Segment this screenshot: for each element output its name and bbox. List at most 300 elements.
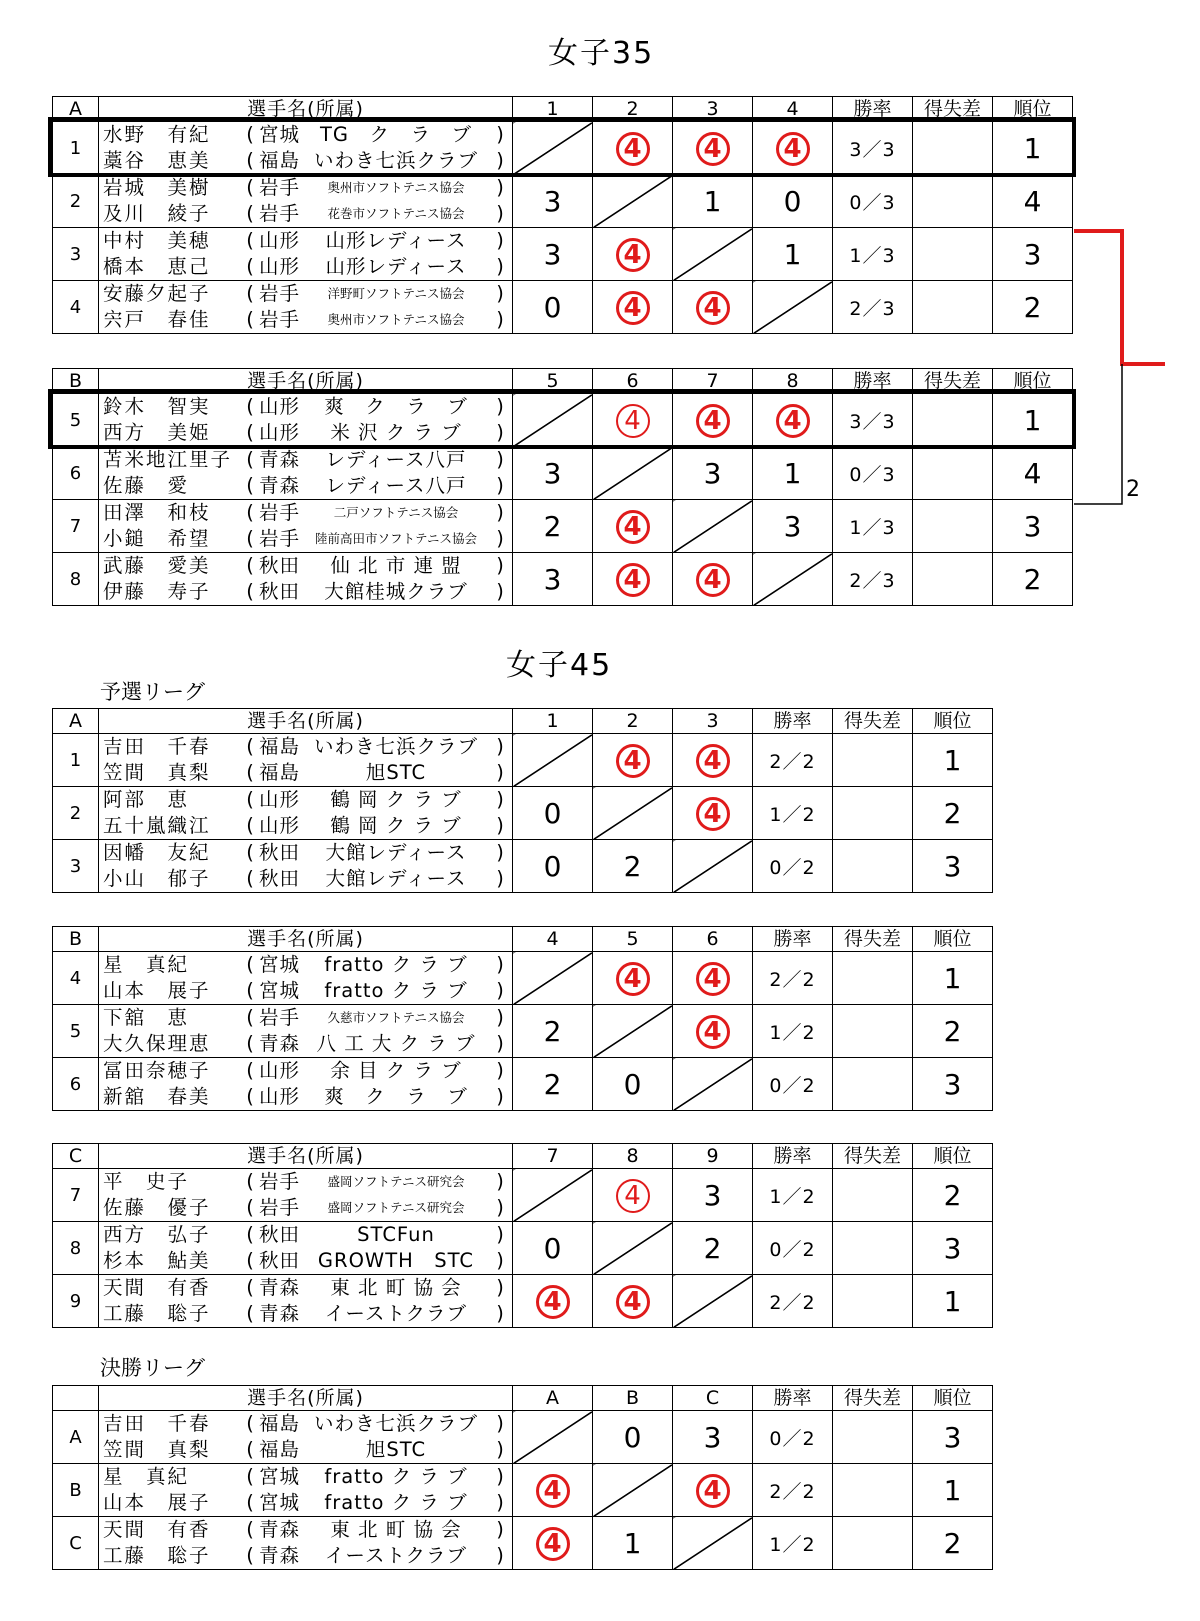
club-name: 旭STC	[365, 761, 427, 784]
opponent-column-header: 2	[593, 97, 673, 122]
opponent-column-header: 1	[513, 709, 593, 734]
opponent-column-header: 1	[513, 97, 593, 122]
women45-title: 女子45	[506, 648, 613, 683]
score-cell: 3	[673, 1411, 753, 1464]
win-rate: 2／2	[753, 952, 833, 1005]
paren-open: (	[246, 1170, 254, 1193]
pair-number: 6	[53, 447, 99, 500]
paren-close: )	[496, 421, 504, 444]
player-name: 平 史子	[103, 1170, 190, 1193]
paren-open: (	[246, 841, 254, 864]
paren-close: )	[496, 979, 504, 1002]
opponent-column-header: 8	[753, 369, 833, 394]
pair-number: 4	[53, 281, 99, 334]
rank-header: 順位	[913, 1386, 993, 1411]
paren-open: (	[246, 149, 254, 172]
win-score-circled: 4	[616, 291, 650, 325]
club-name: 洋野町ソフトテニス協会	[327, 286, 465, 301]
player-name: 笠間 真梨	[103, 1438, 211, 1461]
rate-header: 勝率	[753, 927, 833, 952]
pair-number: 5	[53, 394, 99, 447]
pair-number: 7	[53, 500, 99, 553]
club-name: 仙 北 市 連 盟	[330, 554, 462, 577]
club-name: STCFun	[357, 1223, 435, 1246]
paren-open: (	[246, 1249, 254, 1272]
paren-open: (	[246, 953, 254, 976]
win-rate: 3／3	[833, 122, 913, 175]
score-cell: 3	[513, 228, 593, 281]
player-name: 阿部 恵	[103, 788, 190, 811]
rank: 2	[993, 281, 1073, 334]
paren-close: )	[496, 1412, 504, 1435]
club-name: 大館レディース	[325, 867, 467, 890]
club-name: いわき七浜クラブ	[313, 735, 478, 758]
win-rate: 2／2	[753, 1464, 833, 1517]
player-name: 岩城 美樹	[103, 176, 211, 199]
player-name: 工藤 聡子	[103, 1544, 211, 1567]
paren-open: (	[246, 527, 254, 550]
prefecture: 福島	[259, 1412, 301, 1435]
win-rate: 0／2	[753, 840, 833, 893]
pair-number: 4	[53, 952, 99, 1005]
paren-open: (	[246, 501, 254, 524]
player-name: 工藤 聡子	[103, 1302, 211, 1325]
paren-open: (	[246, 1491, 254, 1514]
score-cell: 3	[673, 1169, 753, 1222]
prefecture: 宮城	[259, 1465, 301, 1488]
paren-close: )	[496, 1249, 504, 1272]
club-name: 東 北 町 協 会	[330, 1518, 462, 1541]
club-name: 盛岡ソフトテニス研究会	[327, 1200, 465, 1215]
win-score-circled: 4	[616, 404, 650, 438]
score-cell: 3	[673, 447, 753, 500]
rank: 2	[993, 553, 1073, 606]
win-score-circled: 4	[616, 962, 650, 996]
pair-number: 5	[53, 1005, 99, 1058]
win-rate: 2／3	[833, 553, 913, 606]
club-name: fratto ク ラ ブ	[324, 953, 468, 976]
opponent-column-header: 8	[593, 1144, 673, 1169]
prefecture: 宮城	[259, 123, 301, 146]
player-name: 山本 展子	[103, 1491, 211, 1514]
win-score-circled: 4	[696, 132, 730, 166]
club-name: 大館レディース	[325, 841, 467, 864]
paren-open: (	[246, 1412, 254, 1435]
pair-number: 8	[53, 553, 99, 606]
player-name: 星 真紀	[103, 1465, 190, 1488]
group-label: B	[53, 369, 99, 394]
club-name: GROWTH STC	[317, 1249, 475, 1272]
final-league-label: 決勝リーグ	[100, 1356, 205, 1380]
player-name: 星 真紀	[103, 953, 190, 976]
rank: 1	[993, 394, 1073, 447]
prefecture: 秋田	[259, 841, 301, 864]
club-name: いわき七浜クラブ	[313, 1412, 478, 1435]
prefecture: 岩手	[259, 202, 301, 225]
player-name: 大久保理恵	[103, 1032, 211, 1055]
paren-close: )	[496, 1518, 504, 1541]
club-name: 陸前高田市ソフトテニス協会	[314, 531, 477, 546]
score-cell: 1	[673, 175, 753, 228]
opponent-column-header: 6	[593, 369, 673, 394]
paren-close: )	[496, 841, 504, 864]
win-score-circled: 4	[696, 1474, 730, 1508]
group-label: A	[53, 709, 99, 734]
player-name: 冨田奈穂子	[103, 1059, 211, 1082]
paren-close: )	[496, 814, 504, 837]
club-name: いわき七浜クラブ	[313, 149, 478, 172]
paren-open: (	[246, 421, 254, 444]
prefecture: 福島	[259, 149, 301, 172]
paren-open: (	[246, 448, 254, 471]
paren-open: (	[246, 474, 254, 497]
paren-close: )	[496, 282, 504, 305]
rank: 1	[913, 952, 993, 1005]
paren-close: )	[496, 1302, 504, 1325]
score-cell: 2	[513, 1005, 593, 1058]
rank: 3	[913, 1222, 993, 1275]
name-header: 選手名(所属)	[99, 369, 513, 394]
paren-close: )	[496, 527, 504, 550]
paren-close: )	[496, 474, 504, 497]
opponent-column-header: 3	[673, 97, 753, 122]
bracket-label: 2	[1126, 477, 1140, 502]
club-name: fratto ク ラ ブ	[324, 1491, 468, 1514]
opponent-column-header: A	[513, 1386, 593, 1411]
pair-number: 2	[53, 175, 99, 228]
player-name: 橋本 恵己	[103, 255, 211, 278]
prefecture: 秋田	[259, 1249, 301, 1272]
score-cell: 1	[593, 1517, 673, 1570]
win-score-circled: 4	[776, 404, 810, 438]
player-name: 天間 有香	[103, 1276, 211, 1299]
score-cell: 0	[513, 840, 593, 893]
pair-number: 2	[53, 787, 99, 840]
player-name: 中村 美穂	[103, 229, 211, 252]
player-name: 田澤 和枝	[103, 501, 211, 524]
pair-number: 8	[53, 1222, 99, 1275]
paren-open: (	[246, 202, 254, 225]
win-score-circled: 4	[536, 1285, 570, 1319]
pair-number: 7	[53, 1169, 99, 1222]
pair-number: 1	[53, 734, 99, 787]
paren-close: )	[496, 1032, 504, 1055]
name-header: 選手名(所属)	[99, 927, 513, 952]
rank: 3	[913, 840, 993, 893]
win-rate: 1／2	[753, 1169, 833, 1222]
club-name: 奥州市ソフトテニス協会	[327, 180, 465, 195]
prefecture: 秋田	[259, 554, 301, 577]
prefecture: 山形	[259, 255, 301, 278]
win-score-circled: 4	[696, 563, 730, 597]
win-score-circled: 4	[696, 404, 730, 438]
paren-close: )	[496, 867, 504, 890]
paren-close: )	[496, 1085, 504, 1108]
win-rate: 1／3	[833, 500, 913, 553]
pair-number: 6	[53, 1058, 99, 1111]
club-name: イーストクラブ	[324, 1302, 468, 1325]
paren-open: (	[246, 1196, 254, 1219]
win-rate: 0／3	[833, 447, 913, 500]
paren-close: )	[496, 1491, 504, 1514]
prefecture: 青森	[259, 1518, 301, 1541]
opponent-column-header: 9	[673, 1144, 753, 1169]
player-name: 五十嵐織江	[103, 814, 211, 837]
paren-open: (	[246, 123, 254, 146]
paren-close: )	[496, 448, 504, 471]
score-cell: 0	[513, 281, 593, 334]
club-name: 奥州市ソフトテニス協会	[327, 312, 465, 327]
prefecture: 山形	[259, 229, 301, 252]
player-name: 小鎚 希望	[103, 527, 211, 550]
player-name: 笠間 真梨	[103, 761, 211, 784]
name-header: 選手名(所属)	[99, 97, 513, 122]
diff-header: 得失差	[833, 1386, 913, 1411]
club-name: TG ク ラ ブ	[319, 123, 473, 146]
rank: 2	[913, 1517, 993, 1570]
paren-close: )	[496, 1438, 504, 1461]
rank: 3	[993, 500, 1073, 553]
prefecture: 秋田	[259, 580, 301, 603]
pair-number: 1	[53, 122, 99, 175]
prefecture: 岩手	[259, 527, 301, 550]
paren-open: (	[246, 1544, 254, 1567]
player-name: 安藤夕起子	[103, 282, 211, 305]
prefecture: 青森	[259, 1276, 301, 1299]
paren-close: )	[496, 735, 504, 758]
paren-open: (	[246, 761, 254, 784]
rank: 2	[913, 1169, 993, 1222]
group-label: C	[53, 1144, 99, 1169]
score-cell: 2	[593, 840, 673, 893]
paren-close: )	[496, 953, 504, 976]
player-name: 因幡 友紀	[103, 841, 211, 864]
rank: 3	[913, 1411, 993, 1464]
player-name: 杉本 鮎美	[103, 1249, 211, 1272]
win-rate: 2／2	[753, 734, 833, 787]
paren-open: (	[246, 1438, 254, 1461]
prefecture: 山形	[259, 1059, 301, 1082]
rank: 4	[993, 175, 1073, 228]
prefecture: 岩手	[259, 308, 301, 331]
player-name: 水野 有紀	[103, 123, 211, 146]
paren-open: (	[246, 282, 254, 305]
paren-open: (	[246, 1302, 254, 1325]
prefecture: 青森	[259, 448, 301, 471]
paren-open: (	[246, 395, 254, 418]
rank: 3	[993, 228, 1073, 281]
prefecture: 宮城	[259, 1491, 301, 1514]
prelim-league-label: 予選リーグ	[100, 680, 205, 704]
player-name: 武藤 愛美	[103, 554, 211, 577]
club-name: 米 沢 ク ラ ブ	[330, 421, 462, 444]
paren-close: )	[496, 1223, 504, 1246]
player-name: 西方 弘子	[103, 1223, 211, 1246]
club-name: fratto ク ラ ブ	[324, 1465, 468, 1488]
club-name: 爽 ク ラ ブ	[324, 1085, 468, 1108]
bracket-winner-line	[1074, 231, 1165, 364]
prefecture: 青森	[259, 1544, 301, 1567]
prefecture: 福島	[259, 735, 301, 758]
opponent-column-header: C	[673, 1386, 753, 1411]
win-rate: 2／3	[833, 281, 913, 334]
paren-open: (	[246, 979, 254, 1002]
rank: 1	[913, 734, 993, 787]
score-cell: 3	[753, 500, 833, 553]
prefecture: 秋田	[259, 1223, 301, 1246]
paren-open: (	[246, 308, 254, 331]
prefecture: 山形	[259, 788, 301, 811]
paren-close: )	[496, 580, 504, 603]
score-cell: 2	[513, 500, 593, 553]
club-name: 東 北 町 協 会	[330, 1276, 462, 1299]
group-label: A	[53, 97, 99, 122]
rank-header: 順位	[913, 927, 993, 952]
women35-title: 女子35	[548, 36, 655, 71]
opponent-column-header: 5	[513, 369, 593, 394]
paren-close: )	[496, 1006, 504, 1029]
pair-number: C	[53, 1517, 99, 1570]
player-name: 山本 展子	[103, 979, 211, 1002]
rank: 1	[913, 1275, 993, 1328]
paren-close: )	[496, 229, 504, 252]
club-name: 大館桂城クラブ	[324, 580, 468, 603]
club-name: 二戸ソフトテニス協会	[333, 505, 459, 520]
club-name: 山形レディース	[325, 255, 467, 278]
club-name: 爽 ク ラ ブ	[324, 395, 468, 418]
prefecture: 青森	[259, 474, 301, 497]
score-cell: 3	[513, 175, 593, 228]
player-name: 吉田 千春	[103, 1412, 211, 1435]
win-rate: 1／2	[753, 787, 833, 840]
club-name: 山形レディース	[325, 229, 467, 252]
win-rate: 0／2	[753, 1222, 833, 1275]
player-name: 佐藤 優子	[103, 1196, 211, 1219]
prefecture: 青森	[259, 1302, 301, 1325]
prefecture: 岩手	[259, 501, 301, 524]
opponent-column-header: 4	[513, 927, 593, 952]
rank-header: 順位	[913, 1144, 993, 1169]
score-cell: 0	[593, 1058, 673, 1111]
rank: 1	[993, 122, 1073, 175]
bracket-runnerup-line	[1074, 364, 1122, 504]
score-cell: 3	[513, 553, 593, 606]
opponent-column-header: 2	[593, 709, 673, 734]
prefecture: 宮城	[259, 953, 301, 976]
prefecture: 山形	[259, 814, 301, 837]
paren-close: )	[496, 1465, 504, 1488]
paren-close: )	[496, 1170, 504, 1193]
prefecture: 山形	[259, 421, 301, 444]
win-score-circled: 4	[616, 563, 650, 597]
club-name: 久慈市ソフトテニス協会	[327, 1010, 465, 1025]
opponent-column-header: 7	[513, 1144, 593, 1169]
rank: 2	[913, 1005, 993, 1058]
paren-open: (	[246, 176, 254, 199]
score-cell: 0	[753, 175, 833, 228]
win-rate: 1／2	[753, 1005, 833, 1058]
win-score-circled: 4	[536, 1527, 570, 1561]
rank-header: 順位	[913, 709, 993, 734]
diff-header: 得失差	[833, 1144, 913, 1169]
score-cell: 0	[593, 1411, 673, 1464]
club-name: 鶴 岡 ク ラ ブ	[330, 788, 462, 811]
player-name: 鈴木 智実	[103, 395, 211, 418]
diff-header: 得失差	[913, 97, 993, 122]
prefecture: 福島	[259, 1438, 301, 1461]
paren-open: (	[246, 1032, 254, 1055]
prefecture: 秋田	[259, 867, 301, 890]
rank: 3	[913, 1058, 993, 1111]
club-name: 盛岡ソフトテニス研究会	[327, 1174, 465, 1189]
name-header: 選手名(所属)	[99, 709, 513, 734]
name-header: 選手名(所属)	[99, 1144, 513, 1169]
rank: 4	[993, 447, 1073, 500]
club-name: 鶴 岡 ク ラ ブ	[330, 814, 462, 837]
paren-open: (	[246, 554, 254, 577]
diff-header: 得失差	[833, 927, 913, 952]
name-header: 選手名(所属)	[99, 1386, 513, 1411]
rank: 2	[913, 787, 993, 840]
paren-close: )	[496, 395, 504, 418]
win-rate: 1／3	[833, 228, 913, 281]
rank: 1	[913, 1464, 993, 1517]
win-rate: 3／3	[833, 394, 913, 447]
club-name: 八 工 大 ク ラ ブ	[316, 1032, 476, 1055]
paren-open: (	[246, 1223, 254, 1246]
score-cell: 0	[513, 1222, 593, 1275]
player-name: 及川 綾子	[103, 202, 211, 225]
opponent-column-header: B	[593, 1386, 673, 1411]
rate-header: 勝率	[753, 709, 833, 734]
paren-close: )	[496, 123, 504, 146]
player-name: 苫米地江里子	[103, 448, 233, 471]
player-name: 西方 美姫	[103, 421, 211, 444]
paren-close: )	[496, 308, 504, 331]
prefecture: 山形	[259, 395, 301, 418]
win-rate: 0／3	[833, 175, 913, 228]
paren-close: )	[496, 501, 504, 524]
club-name: fratto ク ラ ブ	[324, 979, 468, 1002]
prefecture: 宮城	[259, 979, 301, 1002]
win-score-circled: 4	[616, 744, 650, 778]
rate-header: 勝率	[753, 1386, 833, 1411]
prefecture: 山形	[259, 1085, 301, 1108]
player-name: 宍戸 春佳	[103, 308, 211, 331]
prefecture: 岩手	[259, 176, 301, 199]
paren-open: (	[246, 1465, 254, 1488]
club-name: イーストクラブ	[324, 1544, 468, 1567]
win-score-circled: 4	[616, 238, 650, 272]
win-rate: 0／2	[753, 1411, 833, 1464]
club-name: 旭STC	[365, 1438, 427, 1461]
club-name: レディース八戸	[325, 448, 467, 471]
win-score-circled: 4	[616, 510, 650, 544]
win-score-circled: 4	[696, 744, 730, 778]
prefecture: 岩手	[259, 1170, 301, 1193]
player-name: 新舘 春美	[103, 1085, 211, 1108]
opponent-column-header: 6	[673, 927, 753, 952]
paren-close: )	[496, 176, 504, 199]
rate-header: 勝率	[833, 97, 913, 122]
paren-open: (	[246, 1518, 254, 1541]
win-rate: 1／2	[753, 1517, 833, 1570]
score-cell: 3	[513, 447, 593, 500]
opponent-column-header: 3	[673, 709, 753, 734]
prefecture: 福島	[259, 761, 301, 784]
paren-open: (	[246, 867, 254, 890]
win-score-circled: 4	[616, 1179, 650, 1213]
